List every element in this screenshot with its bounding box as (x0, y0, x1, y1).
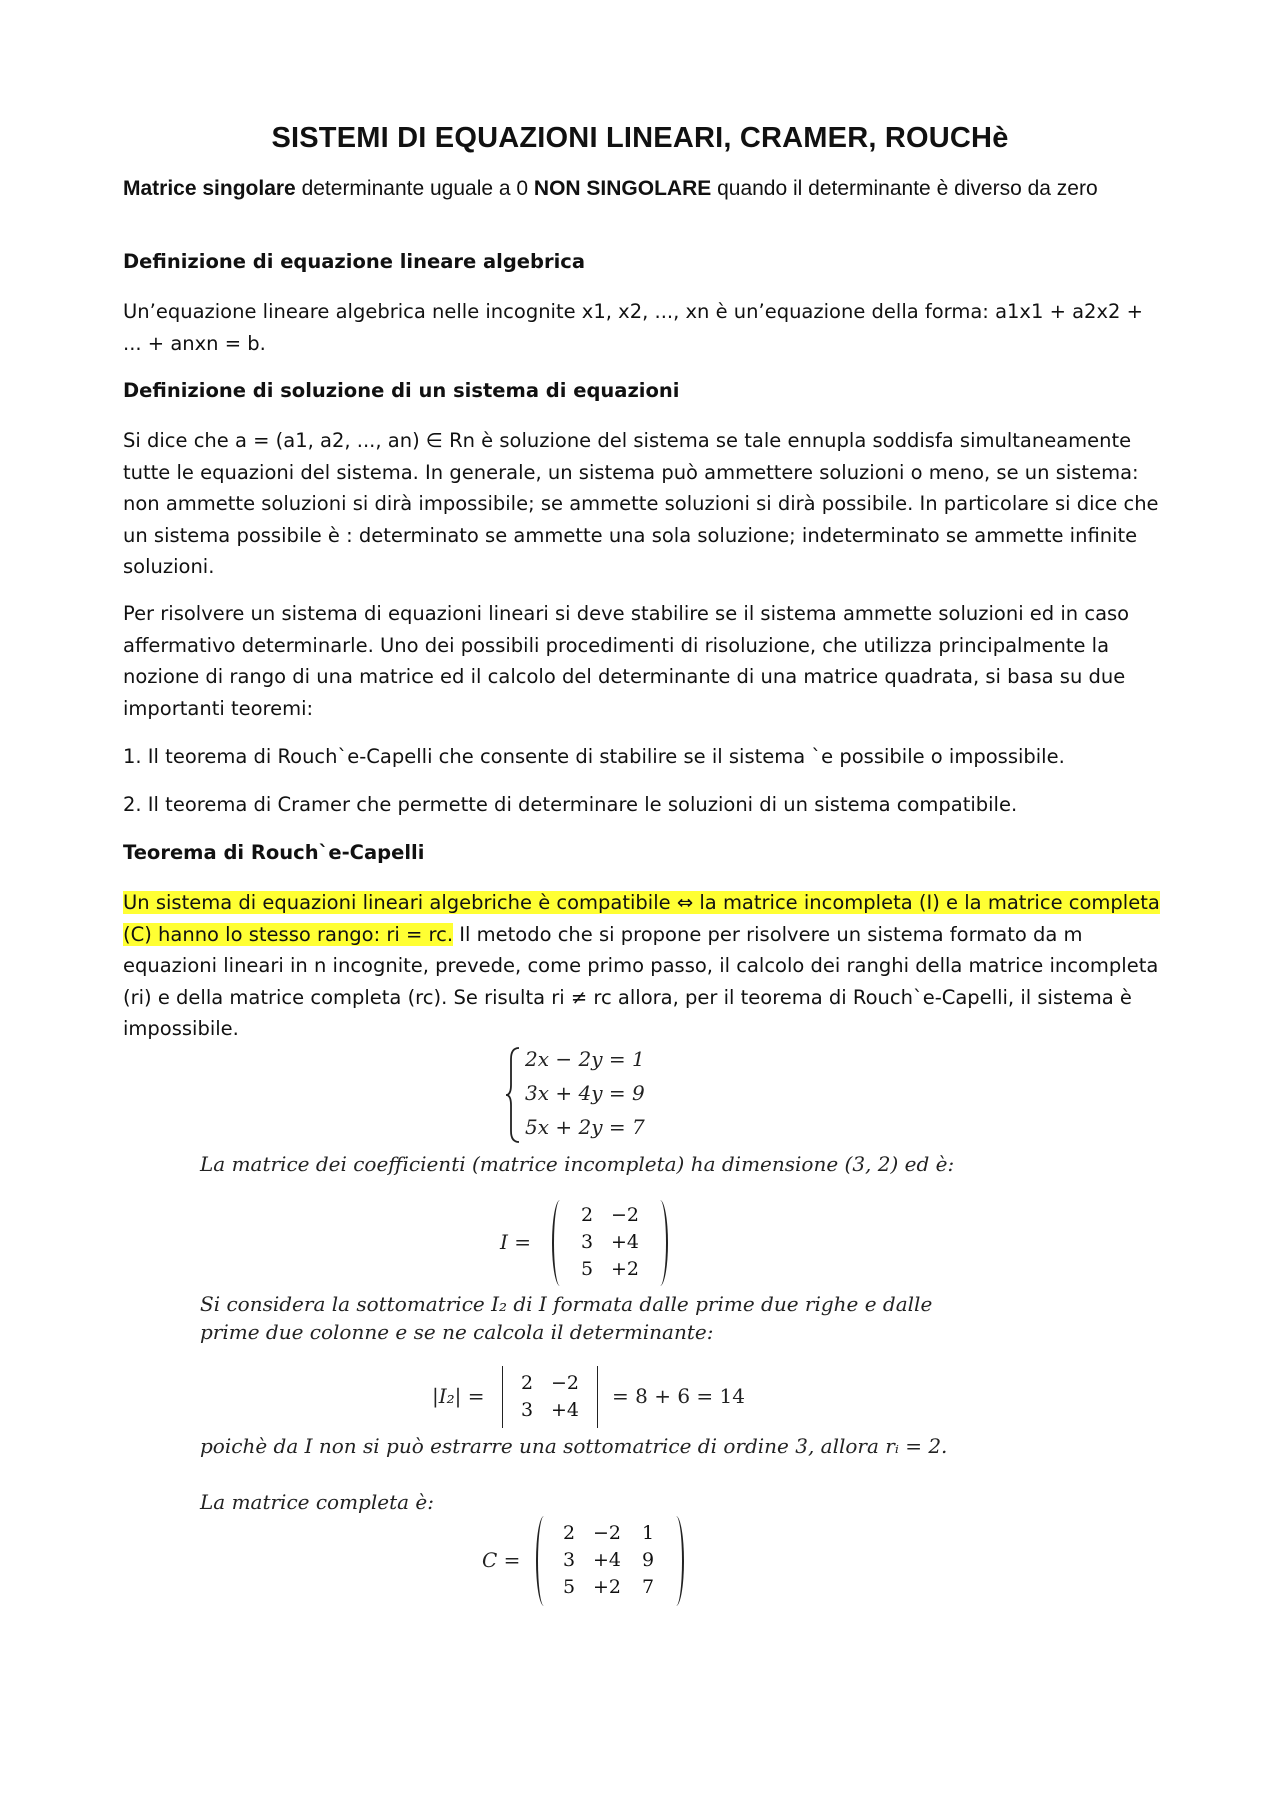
matrix-cell: +4 (550, 1399, 579, 1421)
equation-system (505, 1045, 665, 1145)
determinant-i2 (500, 1366, 600, 1428)
matrix-cell: 3 (562, 1549, 576, 1571)
matrix-row (554, 1574, 666, 1601)
matrix-cell: +2 (592, 1576, 621, 1598)
matrix-cell: 7 (641, 1576, 655, 1598)
list-item-rouche: 1. Il teorema di Rouch`e-Capelli che consente di stabilire se il sistema `e possibile o impossibile. (123, 745, 1065, 768)
matrix-cell: 1 (641, 1522, 655, 1544)
term-non-singolare: NON SINGOLARE (533, 177, 712, 200)
heading-soluzione-sistema: Definizione di soluzione di un sistema di equazioni (123, 379, 680, 402)
equation-2: 3x + 4y = 9 (525, 1081, 645, 1105)
matrix-cell: 2 (580, 1204, 594, 1226)
math-line-matrice-completa: La matrice completa è: (200, 1490, 434, 1514)
matrix-row (512, 1370, 588, 1397)
matrix-row (512, 1397, 588, 1424)
matrix-row (554, 1520, 666, 1547)
left-bar-icon (502, 1366, 503, 1428)
paragraph-soluzione-sistema: Si dice che a = (a1, a2, ..., an) ∈ Rn è soluzione del sistema se tale ennupla soddisfa simultaneamente tutte le equazioni del sistema. In generale, un sistema può ammettere soluzioni o meno, se un sistema: non ammette soluzioni si dirà impossibile; se ammette soluzioni si dirà possibile. In particolare si dice che un sistema possibile è : determinato se ammette una sola soluzione; indeterminato se ammette infinite soluzioni. (123, 429, 1159, 578)
page-title: SISTEMI DI EQUAZIONI LINEARI, CRAMER, ROUCHè (271, 122, 1009, 154)
paragraph-procedimento: Per risolvere un sistema di equazioni lineari si deve stabilire se il sistema ammette soluzioni ed in caso affermativo determinarle. Uno dei possibili procedimenti di risoluzione, che utilizza principalmente la nozione di rango di una matrice ed il calcolo del determinante di una matrice quadrata, si basa su due importanti teoremi: (123, 602, 1130, 720)
heading-teorema-rouche: Teorema di Rouch`e-Capelli (123, 841, 425, 864)
list-item-cramer: 2. Il teorema di Cramer che permette di determinare le soluzioni di un sistema compatibile. (123, 793, 1018, 816)
right-paren-icon (652, 1200, 668, 1286)
matrix-row (554, 1547, 666, 1574)
determinant-label: |I₂| = (432, 1384, 485, 1408)
determinant-result: = 8 + 6 = 14 (612, 1384, 745, 1408)
matrix-cell: +4 (610, 1231, 639, 1253)
highlighted-theorem: Un sistema di equazioni lineari algebriche è compatibile ⇔ la matrice incompleta (I) e la matrice completa (C) hanno lo stesso rango: ri = rc. (123, 891, 1160, 946)
matrix-cell: +4 (592, 1549, 621, 1571)
paragraph-teorema-rouche (123, 887, 1173, 1045)
matrix-c-label: C = (482, 1548, 521, 1572)
left-brace-icon (505, 1045, 521, 1145)
equation-1: 2x − 2y = 1 (525, 1047, 645, 1071)
matrix-row (572, 1229, 648, 1256)
matrix-cell: 3 (520, 1399, 534, 1421)
matrix-row (572, 1202, 648, 1229)
equation-3: 5x + 2y = 7 (525, 1115, 645, 1139)
matrix-cell: 3 (580, 1231, 594, 1253)
right-bar-icon (597, 1366, 598, 1428)
intro-paragraph (123, 174, 1153, 203)
matrix-c (536, 1516, 684, 1606)
math-line-rango: poichè da I non si può estrarre una sottomatrice di ordine 3, allora rᵢ = 2. (200, 1434, 948, 1458)
intro-text-2: quando il determinante è diverso da zero (711, 177, 1098, 200)
matrix-cell: −2 (610, 1204, 639, 1226)
matrix-row (572, 1256, 648, 1283)
matrix-cell: 5 (562, 1576, 576, 1598)
paragraph-equazione-lineare: Un’equazione lineare algebrica nelle incognite x1, x2, ..., xn è un’equazione della forma: a1x1 + a2x2 + ... + anxn = b. (123, 300, 1143, 355)
matrix-cell: 5 (580, 1258, 594, 1280)
math-line-coefficienti: La matrice dei coefficienti (matrice incompleta) ha dimensione (3, 2) ed è: (200, 1152, 955, 1176)
matrix-cell: 9 (641, 1549, 655, 1571)
theorem-explanation: Il metodo che si propone per risolvere un sistema formato da m equazioni lineari in n incognite, prevede, come primo passo, il calcolo dei ranghi della matrice incompleta (ri) e della matrice completa (rc). Se risulta ri ≠ rc allora, per il teorema di Rouch`e-Capelli, il sistema è impossibile. (123, 922, 1159, 1040)
matrix-cell: 2 (520, 1372, 534, 1394)
left-paren-icon (552, 1200, 568, 1286)
matrix-cell: +2 (610, 1258, 639, 1280)
matrix-i (552, 1200, 668, 1286)
heading-equazione-lineare: Definizione di equazione lineare algebrica (123, 250, 586, 273)
intro-text-1: determinante uguale a 0 (295, 177, 534, 200)
math-line-sottomatrice-b: prime due colonne e se ne calcola il determinante: (200, 1320, 714, 1344)
matrix-cell: −2 (550, 1372, 579, 1394)
right-paren-icon (668, 1516, 684, 1606)
matrix-cell: 2 (562, 1522, 576, 1544)
left-paren-icon (536, 1516, 552, 1606)
matrix-cell: −2 (592, 1522, 621, 1544)
matrix-i-label: I = (500, 1230, 532, 1254)
term-matrice-singolare: Matrice singolare (123, 177, 296, 200)
math-line-sottomatrice-a: Si considera la sottomatrice I₂ di I formata dalle prime due righe e dalle (200, 1292, 933, 1316)
